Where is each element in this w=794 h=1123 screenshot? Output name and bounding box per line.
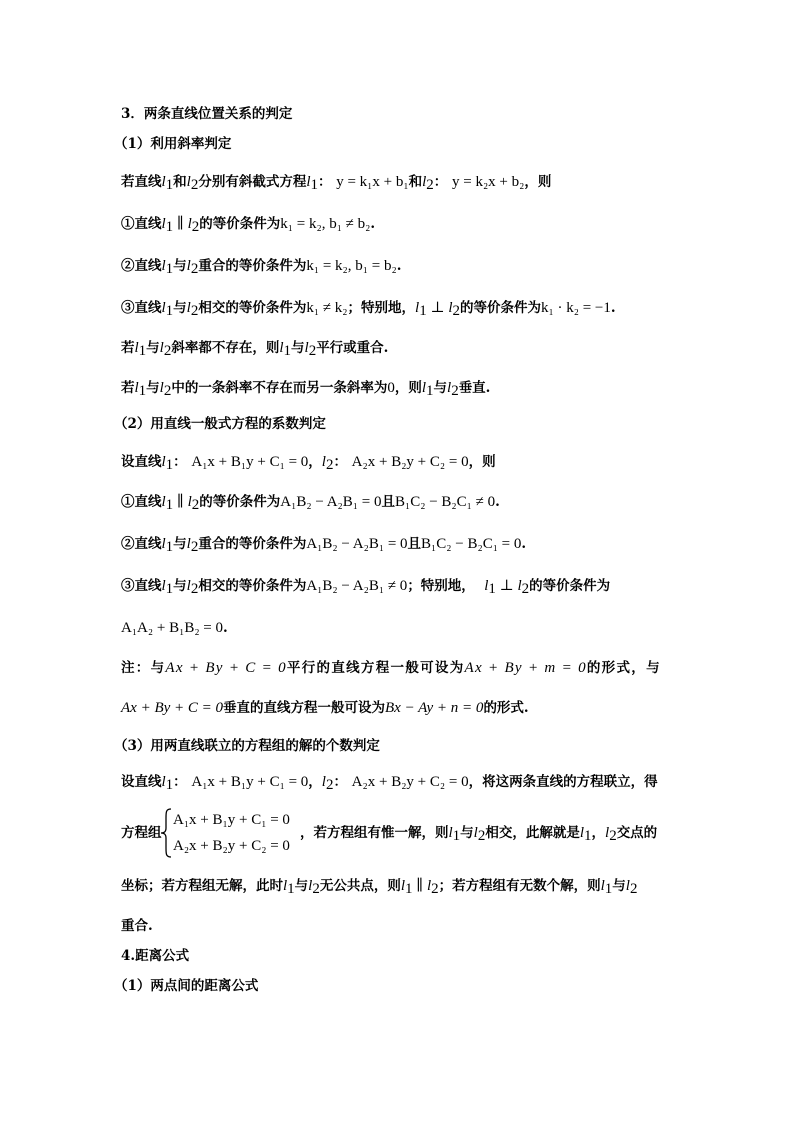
intersect-condition-general: ③直线$l_1$与$l_2$相交的等价条件为A₁B₂ − A₂B₁ ≠ 0；特别地， $l_1$ ⊥ $l_2$的等价条件为 bbox=[121, 578, 611, 597]
system-unique-solution-text: ，若方程组有惟一解，则$l_1$与$l_2$相交，此解就是$l_1$，$l_2$交点的 bbox=[300, 825, 658, 844]
system-intro: 设直线$l_1$： A₁x + B₁y + C₁ = 0，$l_2$： A₂x + B₂y + C₂ = 0，将这两条直线的方程联立，得 bbox=[121, 774, 658, 793]
left-brace-icon bbox=[160, 808, 172, 858]
perpendicular-no-slope-note: 若$l_1$与$l_2$中的一条斜率不存在而另一条斜率为0，则$l_1$与$l_2$垂直. bbox=[121, 380, 491, 399]
note-perpendicular-line: Ax + By + C = 0垂直的直线方程一般可设为Bx − Ay + n = 0的形式. bbox=[121, 700, 529, 716]
system-cases-text: 坐标；若方程组无解，此时$l_1$与$l_2$无公共点，则$l_1$ ∥ $l_2$；若方程组有无数个解，则$l_1$与$l_2$ bbox=[121, 878, 638, 897]
subheading-two-point-distance: （1）两点间的距离公式 bbox=[114, 978, 259, 994]
system-equation-1: A₁x + B₁y + C₁ = 0 bbox=[173, 812, 290, 828]
general-form-intro: 设直线$l_1$： A₁x + B₁y + C₁ = 0，$l_2$： A₂x + B₂y + C₂ = 0，则 bbox=[121, 454, 496, 473]
perpendicular-condition-general: A₁A₂ + B₁B₂ = 0. bbox=[121, 620, 228, 636]
system-equation-2: A₂x + B₂y + C₂ = 0 bbox=[173, 838, 290, 854]
intersect-condition-slope: ③直线$l_1$与$l_2$相交的等价条件为k₁ ≠ k₂；特别地，$l_1$ ⊥ $l_2$的等价条件为k₁ · k₂ = −1. bbox=[121, 300, 616, 319]
coincide-condition-general: ②直线$l_1$与$l_2$重合的等价条件为A₁B₂ − A₂B₁ = 0且B₁C₂ − B₂C₁ = 0. bbox=[121, 536, 527, 555]
parallel-condition-general: ①直线$l_1$ ∥ $l_2$的等价条件为A₁B₂ − A₂B₁ = 0且B₁C₂ − B₂C₁ ≠ 0. bbox=[121, 494, 500, 513]
no-slope-note: 若$l_1$与$l_2$斜率都不存在，则$l_1$与$l_2$平行或重合. bbox=[121, 340, 389, 359]
note-parallel-line: 注：与Ax + By + C = 0平行的直线方程一般可设为Ax + By + m = 0的形式，与 bbox=[121, 660, 661, 676]
section-4-title: 4.距离公式 bbox=[121, 948, 190, 964]
system-label: 方程组 bbox=[121, 825, 162, 841]
coincide-condition-slope: ②直线$l_1$与$l_2$重合的等价条件为k₁ = k₂, b₁ = b₂. bbox=[121, 258, 402, 277]
parallel-condition-slope: ①直线$l_1$ ∥ $l_2$的等价条件为k₁ = k₂, b₁ ≠ b₂. bbox=[121, 216, 376, 235]
section-3-title: 3．两条直线位置关系的判定 bbox=[121, 106, 293, 122]
subheading-slope: （1）利用斜率判定 bbox=[114, 136, 232, 152]
system-coincide-text: 重合. bbox=[121, 918, 153, 934]
slope-intro-line: 若直线$l_1$和$l_2$分别有斜截式方程$l_1$： y = k₁x + b₁和$l_2$： y = k₂x + b₂，则 bbox=[121, 174, 552, 193]
subheading-general-form: （2）用直线一般式方程的系数判定 bbox=[114, 416, 326, 432]
subheading-system-solutions: （3）用两直线联立的方程组的解的个数判定 bbox=[114, 738, 380, 754]
